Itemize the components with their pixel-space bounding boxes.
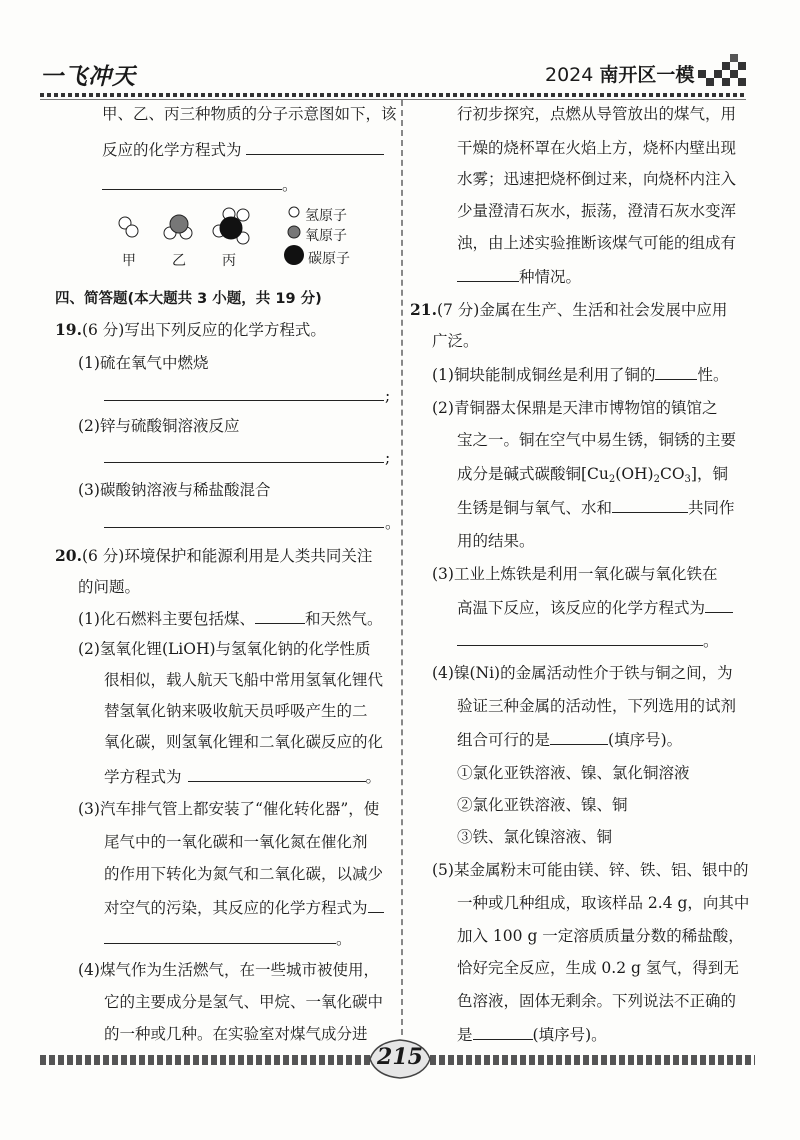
text-line: 甲、乙、丙三种物质的分子示意图如下，该: [102, 105, 397, 123]
text-line: 对空气的污染，其反应的化学方程式为: [104, 897, 384, 918]
option-line: ②氯化亚铁溶液、镍、铜: [457, 796, 628, 814]
punct: ;: [385, 449, 391, 467]
text-line: (4)镍(Ni)的金属活动性介于铁与铜之间，为: [432, 664, 733, 682]
text-line: 高温下反应，该反应的化学方程式为: [457, 597, 733, 618]
text-line: 行初步探究，点燃从导管放出的煤气，用: [457, 105, 737, 123]
text-line: 用的结果。: [457, 532, 535, 550]
header-year: 2024: [545, 64, 594, 86]
oxygen-atom-icon: [288, 226, 300, 238]
text-line: 尾气中的一氧化碳和一氧化氮在催化剂: [104, 833, 368, 851]
text-line: 。: [104, 928, 352, 949]
footer-ornament: [430, 1055, 755, 1065]
punct: ;: [385, 387, 391, 405]
text-line: (3)工业上炼铁是利用一氧化碳与氧化铁在: [432, 565, 718, 583]
text-line: 的作用下转化为氮气和二氧化碳，以减少: [104, 865, 384, 883]
section-heading: 四、简答题(本大题共 3 小题，共 19 分): [55, 291, 322, 307]
page-number: 215: [377, 1044, 423, 1070]
question-20: 20.(6 分)环境保护和能源利用是人类共同关注: [55, 546, 373, 565]
header-rule-thin: [40, 99, 746, 100]
text-line: 氧化碳，则氢氧化锂和二氧化碳反应的化: [104, 733, 384, 751]
text-line: 替氢氧化钠来吸收航天员呼吸产生的二: [104, 702, 368, 720]
answer-line[interactable]: [104, 400, 384, 401]
q19-item: (3)碳酸钠溶液与稀盐酸混合: [78, 481, 271, 499]
option-line: ①氯化亚铁溶液、镍、氯化铜溶液: [457, 764, 690, 782]
answer-line[interactable]: [104, 462, 384, 463]
text-line: (2)氢氧化锂(LiOH)与氢氧化钠的化学性质: [78, 640, 371, 658]
text-line: (2)青铜器太保鼎是天津市博物馆的镇馆之: [432, 399, 718, 417]
carbon-atom-icon: [284, 245, 304, 265]
molecule-label: 丙: [222, 253, 236, 269]
text-line: 浊，由上述实验推断该煤气可能的组成有: [457, 234, 737, 252]
text-line: 水雾；迅速把烧杯倒过来，向烧杯内注入: [457, 170, 737, 188]
text-line: 它的主要成分是氢气、甲烷、一氧化碳中: [104, 993, 384, 1011]
text-line: 少量澄清石灰水，振荡，澄清石灰水变浑: [457, 202, 737, 220]
text-line: 恰好完全反应，生成 0.2 g 氢气，得到无: [457, 959, 739, 977]
molecule-bing-icon: [213, 208, 249, 244]
header-rule: [40, 93, 746, 97]
text-line: 干燥的烧杯罩在火焰上方，烧杯内壁出现: [457, 139, 737, 157]
molecule-label: 乙: [172, 253, 186, 269]
text-line: 反应的化学方程式为: [102, 139, 384, 160]
text-line: 广泛。: [432, 332, 479, 350]
text-line: (3)汽车排气管上都安装了“催化转化器”，使: [78, 800, 380, 818]
molecule-label: 甲: [122, 253, 136, 269]
text-line: 是 (填序号)。: [457, 1026, 607, 1044]
text-line: 学方程式为 。: [104, 768, 382, 786]
text-line: 色溶液，固体无剩余。下列说法不正确的: [457, 992, 737, 1010]
molecule-diagram: [110, 200, 400, 280]
legend-label: 氧原子: [305, 228, 347, 244]
column-divider: [401, 100, 403, 1035]
question-19: 19.(6 分)写出下列反应的化学方程式。: [55, 320, 326, 339]
question-21: 21.(7 分)金属在生产、生活和社会发展中应用: [410, 300, 728, 319]
brand-logo: 一飞冲天: [40, 64, 136, 90]
answer-line[interactable]: [104, 527, 384, 528]
punct: 。: [385, 514, 401, 532]
text-line: (4)煤气作为生活燃气，在一些城市被使用，: [78, 961, 379, 979]
option-line: ③铁、氯化镍溶液、铜: [457, 828, 613, 846]
q20-part1: (1)化石燃料主要包括煤、 和天然气。: [78, 610, 383, 628]
q21-part1: (1)铜块能制成铜丝是利用了铜的 性。: [432, 366, 729, 384]
header-exam-name: 南开区一模: [599, 64, 695, 86]
text-line: 种情况。: [457, 266, 581, 287]
header-title: [545, 60, 694, 87]
legend-label: 碳原子: [308, 251, 350, 267]
hydrogen-atom-icon: [289, 207, 299, 217]
text-line: 一种或几种组成，取该样品 2.4 g，向其中: [457, 894, 750, 912]
q19-item: (1)硫在氧气中燃烧: [78, 354, 209, 372]
text-line: (5)某金属粉末可能由镁、锌、铁、铝、银中的: [432, 861, 749, 879]
footer-ornament: [40, 1055, 370, 1065]
text-line: 验证三种金属的活动性，下列选用的试剂: [457, 697, 737, 715]
checker-decoration-icon: [698, 52, 748, 86]
text-line: 生锈是铜与氧气、水和 共同作: [457, 499, 735, 517]
text-line: 。: [457, 630, 719, 651]
molecule-jia-icon: [119, 217, 138, 237]
page-number-badge: [366, 1036, 434, 1082]
text-line: 的一种或几种。在实验室对煤气成分进: [104, 1025, 368, 1043]
text-line: 加入 100 g 一定溶质质量分数的稀盐酸，: [457, 927, 744, 945]
text-line: 。: [102, 174, 298, 195]
text-line: 成分是碱式碳酸铜$[Cu_2(OH)_2CO_3]$，铜: [457, 465, 728, 485]
text-line: 的问题。: [78, 578, 141, 596]
q19-item: (2)锌与硫酸铜溶液反应: [78, 417, 240, 435]
legend-label: 氢原子: [305, 208, 347, 224]
text-line: 很相似，载人航天飞船中常用氢氧化锂代: [104, 671, 384, 689]
text-line: 宝之一。铜在空气中易生锈，铜锈的主要: [457, 431, 737, 449]
text-line: 组合可行的是 (填序号)。: [457, 731, 683, 749]
molecule-yi-icon: [164, 215, 192, 239]
